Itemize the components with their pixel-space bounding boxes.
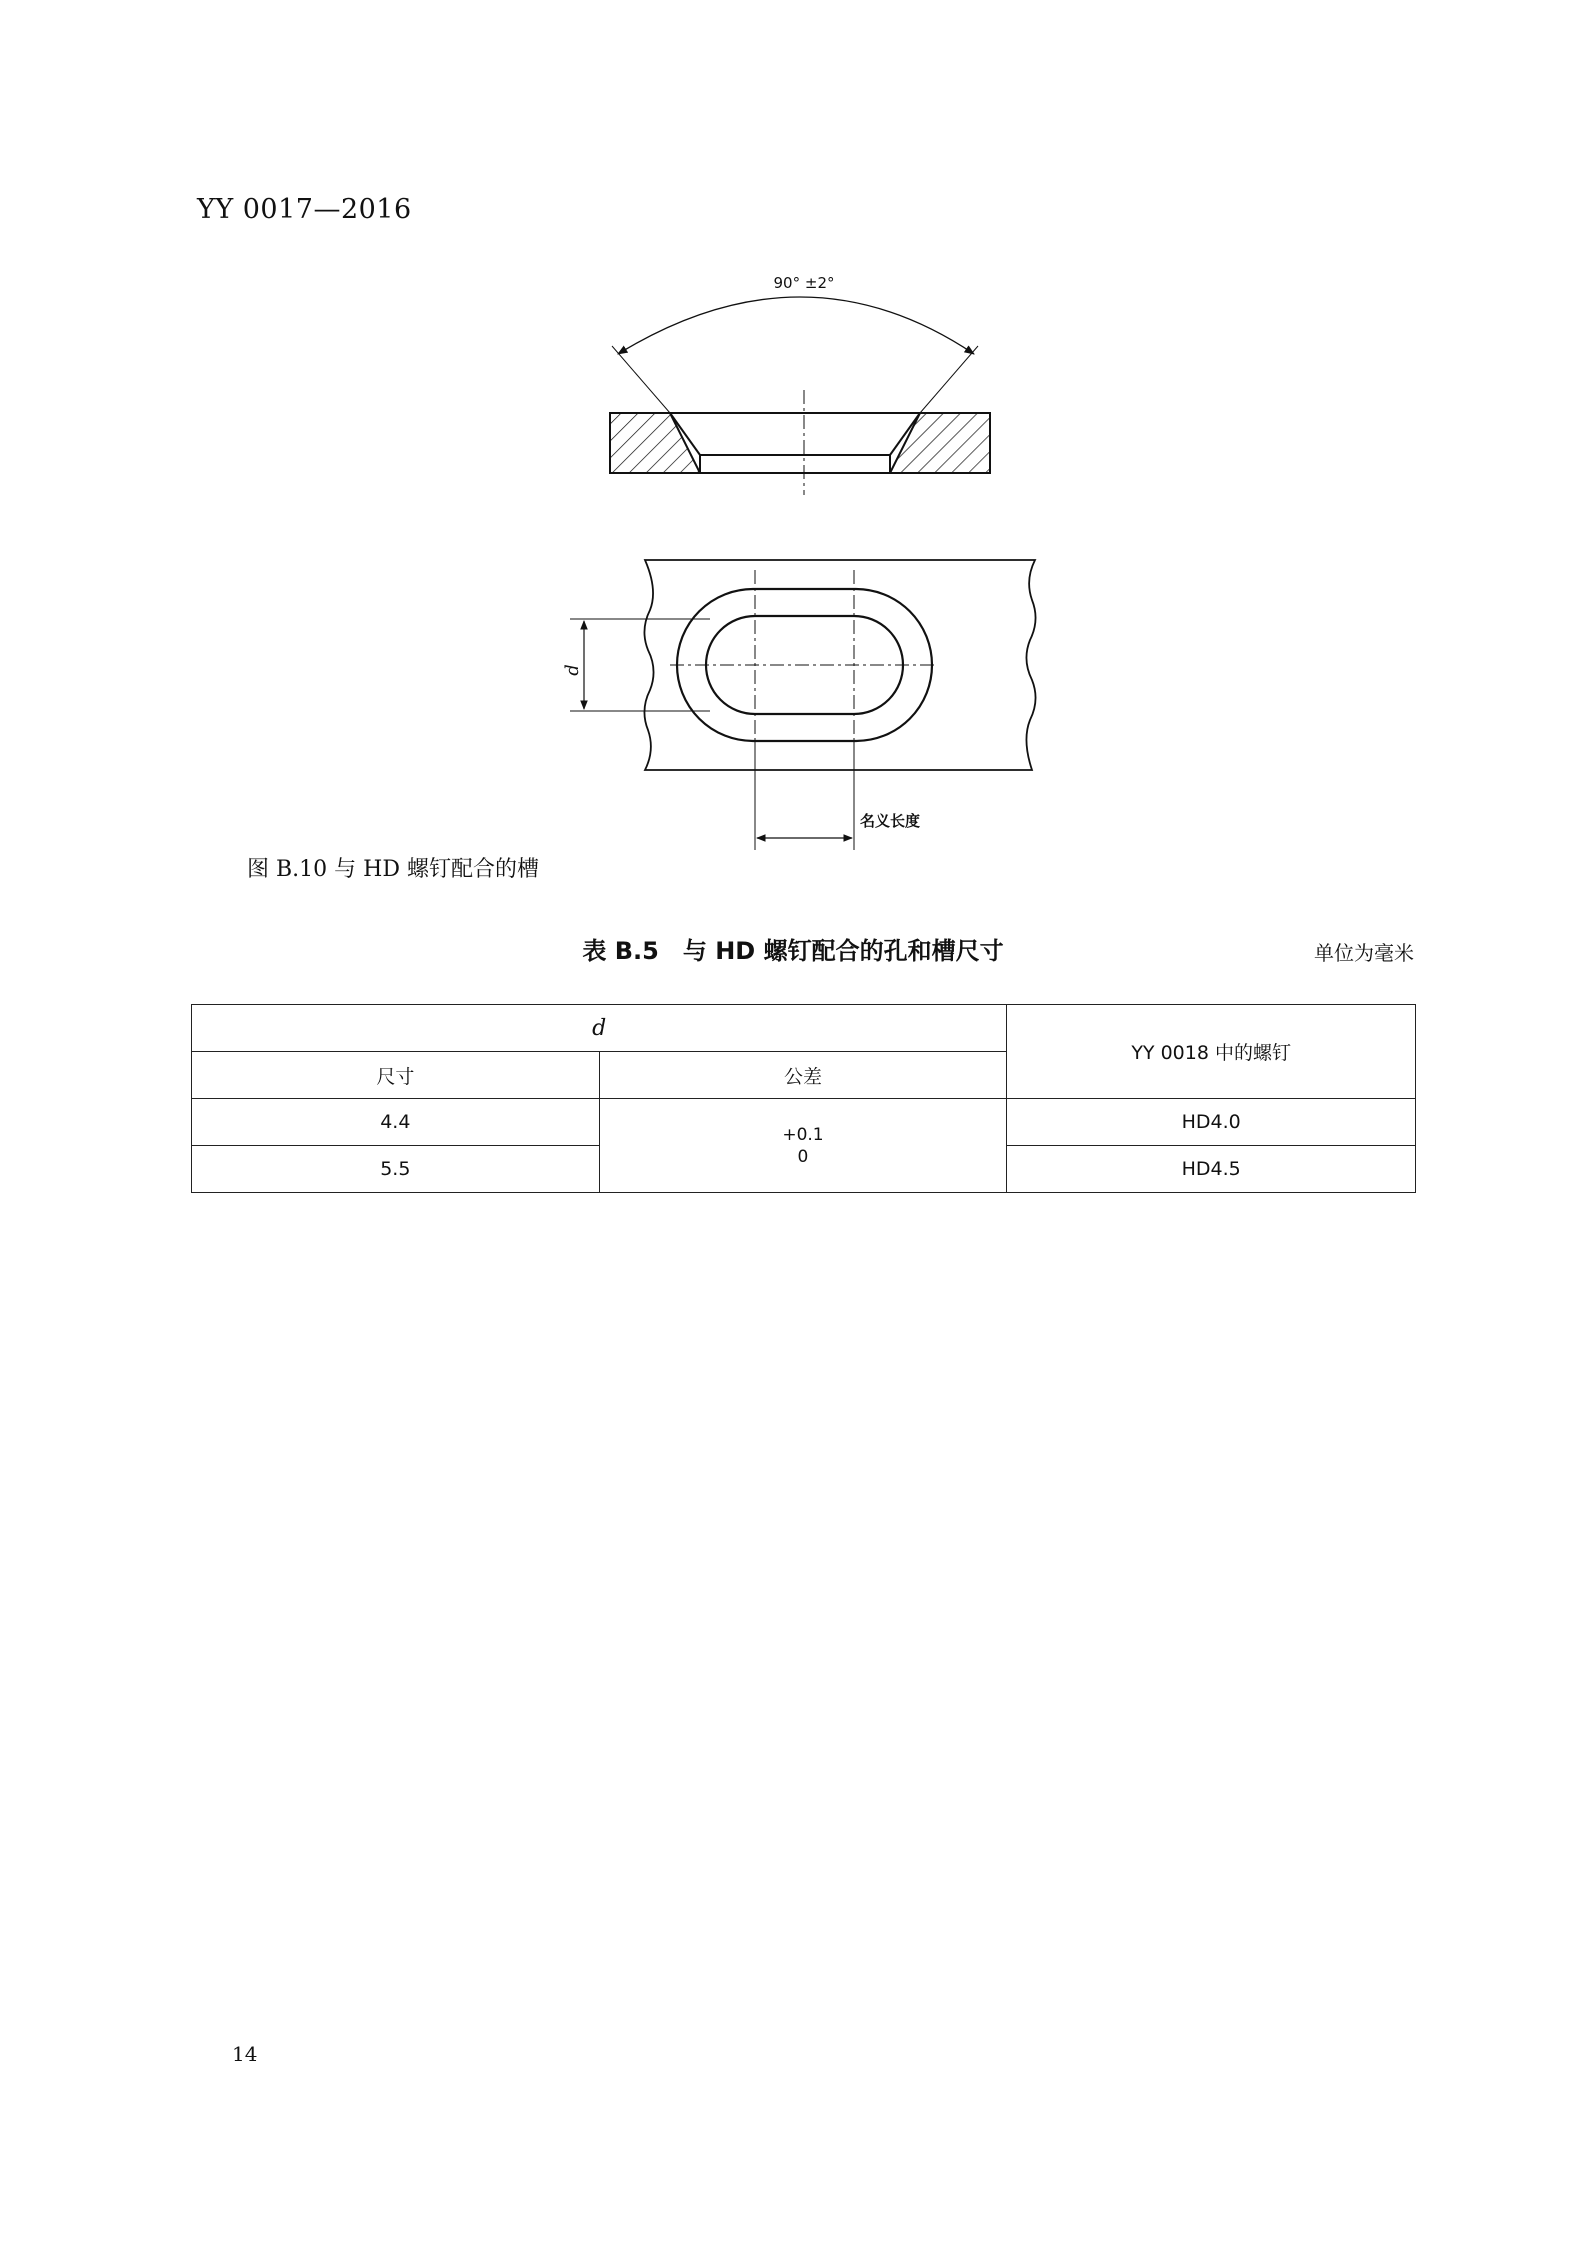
section-view (610, 297, 990, 495)
page-number: 14 (232, 2042, 258, 2066)
table-header-row (192, 1005, 1416, 1052)
header-screw: YY 0018 中的螺钉 (1007, 1005, 1416, 1099)
header-tolerance: 公差 (599, 1052, 1007, 1099)
table-title: 表 B.5 与 HD 螺钉配合的孔和槽尺寸 (582, 937, 1004, 965)
angle-label: 90° ±2° (773, 274, 835, 292)
tolerance-lower: 0 (797, 1146, 809, 1167)
header-d-text: d (592, 1015, 607, 1041)
dimension-table (191, 1004, 1416, 1193)
cell-size: 5.5 (192, 1146, 600, 1193)
tolerance-value (782, 1124, 823, 1168)
nominal-length-label: 名义长度 (860, 812, 921, 830)
header-size: 尺寸 (192, 1052, 600, 1099)
cell-tolerance (599, 1099, 1007, 1193)
cell-screw: HD4.0 (1007, 1099, 1416, 1146)
unit-note: 单位为毫米 (1314, 941, 1414, 965)
cell-size: 4.4 (192, 1099, 600, 1146)
standard-code: YY 0017—2016 (197, 194, 412, 225)
dimension-d-label: d (562, 664, 583, 676)
tolerance-upper: +0.1 (782, 1124, 824, 1145)
slot-figure (560, 270, 1040, 850)
cell-screw: HD4.5 (1007, 1146, 1416, 1193)
header-d (192, 1005, 1007, 1052)
table-row (192, 1099, 1416, 1146)
slot-drawing (560, 270, 1040, 850)
figure-caption: 图 B.10 与 HD 螺钉配合的槽 (247, 857, 539, 882)
plan-view (570, 560, 1036, 850)
